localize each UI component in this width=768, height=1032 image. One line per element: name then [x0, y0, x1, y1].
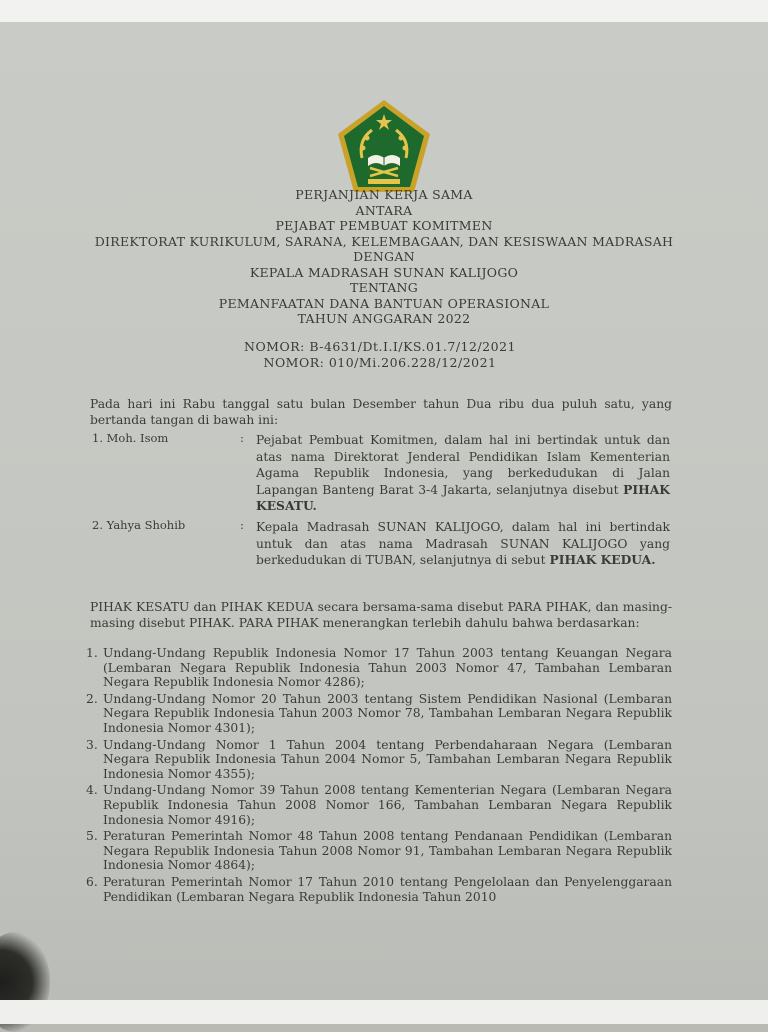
party-1-name: 1. Moh. Isom [92, 431, 169, 445]
kemenag-emblem-logo [332, 96, 436, 200]
document-page [0, 22, 768, 1000]
party-2-colon: : [240, 518, 244, 532]
list-number: 4. [86, 783, 98, 798]
title-line: DENGAN [353, 249, 415, 264]
legal-basis-list [86, 646, 672, 906]
list-item-text: Peraturan Pemerintah Nomor 48 Tahun 2008 tentang Pendanaan Pendidikan (Lembaran Negara Republik Indonesia Tahun 2008 Nomor 91, Tambahan Lembaran Negara Republik Indonesia Nomor 4864); [103, 829, 672, 873]
party-1-description-text: Pejabat Pembuat Komitmen, dalam hal ini bertindak untuk dan atas nama Direktorat Jenderal Pendidikan Islam Kementerian Agama Republik Indonesia, yang berkedudukan di Jalan Lapangan Banteng Barat 3-4 Jakarta, selanjutnya disebut [256, 433, 670, 497]
party-1-colon: : [240, 431, 244, 445]
title-line: ANTARA [355, 202, 413, 218]
list-number: 6. [86, 874, 98, 889]
party-1-description [256, 432, 670, 515]
list-number: 2. [86, 691, 98, 706]
document-content [0, 22, 768, 1000]
list-item [86, 738, 672, 782]
party-2-description-text: Kepala Madrasah SUNAN KALIJOGO, dalam hal ini bertindak untuk dan atas nama Madrasah SUNAN KALIJOGO yang berkedudukan di TUBAN, selanjutnya di sebut [256, 520, 670, 567]
list-item [86, 783, 672, 827]
title-line: KEPALA MADRASAH SUNAN KALIJOGO [249, 264, 519, 280]
reference-number: NOMOR: 010/Mi.206.228/12/2021 [263, 355, 497, 370]
photo-background-bottom [0, 1000, 768, 1024]
list-number: 5. [86, 829, 98, 844]
party-2-label: PIHAK KEDUA. [549, 552, 656, 567]
party-2-name: 2. Yahya Shohib [92, 518, 186, 532]
title-line: PEJABAT PEMBUAT KOMITMEN [275, 218, 493, 233]
party-2-description [256, 519, 670, 569]
document-title-block [80, 187, 688, 327]
list-item [86, 646, 672, 690]
reference-numbers [180, 339, 580, 371]
list-item [86, 692, 672, 736]
list-item-text: Undang-Undang Nomor 1 Tahun 2004 tentang Perbendaharaan Negara (Lembaran Negara Republik Indonesia Tahun 2004 Nomor 5, Tambahan Lembaran Negara Republik Indonesia Nomor 4355); [103, 737, 672, 781]
title-line: TENTANG [349, 280, 419, 295]
para-pihak-paragraph: PIHAK KESATU dan PIHAK KEDUA secara bersama-sama disebut PARA PIHAK, dan masing-masing disebut PIHAK. PARA PIHAK menerangkan terlebih dahulu bahwa berdasarkan: [90, 600, 672, 630]
list-item-text: Undang-Undang Republik Indonesia Nomor 17 Tahun 2003 tentang Keuangan Negara (Lembaran Negara Republik Indonesia Tahun 2003 Nomor 47, Tambahan Lembaran Negara Republik Indonesia Nomor 4286); [103, 646, 672, 690]
title-line: PEMANFAATAN DANA BANTUAN OPERASIONAL [218, 295, 550, 311]
list-item [86, 829, 672, 873]
title-line: TAHUN ANGGARAN 2022 [297, 311, 471, 326]
intro-paragraph: Pada hari ini Rabu tanggal satu bulan Desember tahun Dua ribu dua puluh satu, yang bertanda tangan di bawah ini: [90, 397, 672, 427]
list-item-text: Undang-Undang Nomor 39 Tahun 2008 tentang Kementerian Negara (Lembaran Negara Republik Indonesia Tahun 2008 Nomor 166, Tambahan Lembaran Negara Republik Indonesia Nomor 4916); [103, 783, 672, 827]
list-number: 1. [86, 646, 98, 660]
title-line: DIREKTORAT KURIKULUM, SARANA, KELEMBAGAAN, DAN KESISWAAN MADRASAH [94, 233, 674, 249]
photo-background-top [0, 0, 768, 22]
party-1-label: PIHAK KESATU. [256, 481, 670, 513]
reference-number: NOMOR: B-4631/Dt.I.I/KS.01.7/12/2021 [244, 339, 516, 354]
list-item-text: Peraturan Pemerintah Nomor 17 Tahun 2010 tentang Pengelolaan dan Penyelenggaraan Pendidikan (Lembaran Negara Republik Indonesia Tahun 2010 [103, 874, 672, 904]
list-item [86, 875, 672, 904]
list-item-text: Undang-Undang Nomor 20 Tahun 2003 tentang Sistem Pendidikan Nasional (Lembaran Negara Republik Indonesia Tahun 2003 Nomor 78, Tambahan Lembaran Negara Republik Indonesia Nomor 4301); [103, 691, 672, 735]
title-line: PERJANJIAN KERJA SAMA [295, 187, 473, 202]
list-number: 3. [86, 737, 98, 752]
